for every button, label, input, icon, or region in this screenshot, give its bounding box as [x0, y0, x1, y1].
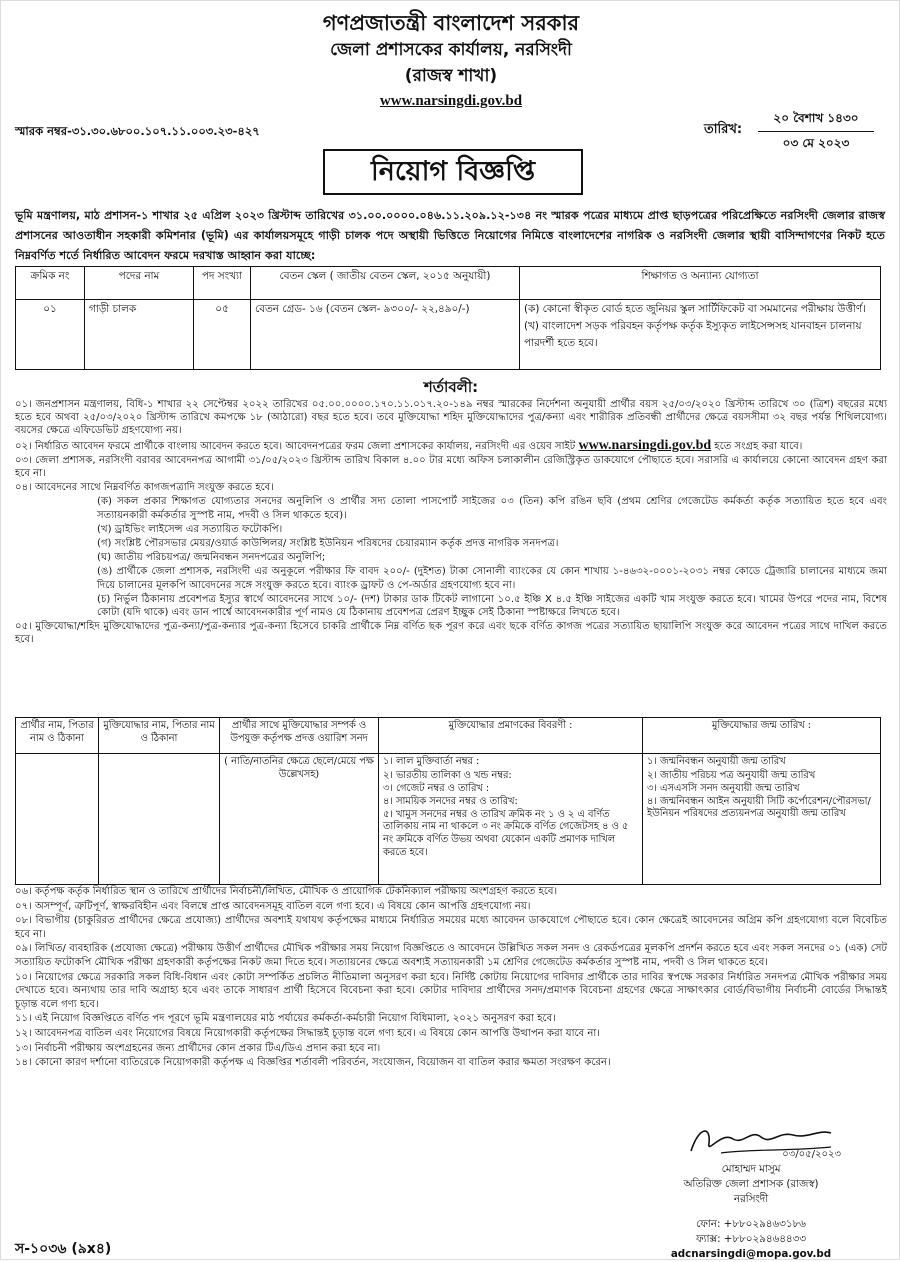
table-row: [16, 300, 881, 370]
condition-5: ০৫। মুক্তিযোদ্ধা/শহিদ মুক্তিযোদ্ধাদের পুত্র-কন্যা/পুত্র-কন্যার পুত্র-কন্যা হিসেবে চাকরি প্রার্থীকে নিম্ন বর্ণিত ছক পূরণ করে এবং ছকে বর্ণিত কাগজ পত্রের সত্যায়িত ছায়ালিপি সংযুক্ত করে আবেদন পত্রের সাথে দাখিল করতে হবে।: [15, 621, 887, 646]
signatory-place: নরসিংদী: [733, 1193, 769, 1205]
dob-item-3: ৩। এসএসসি সনদ অনুযায়ী জন্ম তারিখ: [647, 782, 800, 794]
dob-item-1: ১। জন্মনিবন্ধন অনুযায়ী জন্ম তারিখ: [647, 756, 786, 768]
condition-10: ১০। নিয়োগের ক্ষেত্রে সরকারি সকল বিধি-বিধান এবং কোটা সম্পর্কিত প্রচলিত নীতিমালা অনুসরণ করা হবে। নির্দিষ্ট কোটায় নিয়োগের দাবিদার প্রার্থীকে তার দাবির স্বপক্ষে সরকার নির্ধারিত সনদপত্র মৌখিক পরীক্ষার সময় দেখাতে হবে। অন্যথায় তার দাবি অগ্রাহ্য হবে এবং তাকে সাধারণ প্রার্থী হিসেবে বিবেচনা করা হবে। কোটার দাবিদার প্রার্থীদের সনদ/প্রমাণক বিবেচনা গ্রহণের ক্ষেত্রে সাক্ষাৎকার বোর্ড/বিভাগীয় নির্বাচনী বোর্ডের সিদ্ধান্তই চূড়ান্ত বলে গণ্য হবে।: [15, 971, 887, 1010]
signatory-phone: ফোন: +৮৮০২৯৪৬৩১৮৬: [696, 1218, 806, 1230]
conditions-list-continued: [15, 885, 887, 1071]
post-table-header: [16, 267, 881, 300]
document-f: (চ) নির্ভুল ঠিকানায় প্রবেশপত্র ইস্যুর স্বার্থে আবেদনের সাথে ১০/- (দশ) টাকার ডাক টিকেট লাগানো ১০.৫ ইঞ্চি X ৪.৫ ইঞ্চি সাইজের একটি খাম সংযুক্ত করতে হবে। খামের উপরে পদের নাম, বিশেষ কোটা (যদি থাকে) এবং ডান পার্শ্বে আবেদনকারীর পূর্ণ নামও যে ঠিকানায় প্রবেশপত্র প্রেরণ ইচ্ছুক সেই ঠিকানা স্পষ্টাক্ষরে লিখতে হবে।: [97, 593, 887, 619]
condition-11: ১১। এই নিয়োগ বিজ্ঞপ্তিতে বর্ণিত পদ পূরণে ভূমি মন্ত্রণালয়ের মাঠ পর্যায়ের কর্মকর্তা-কর্মচারী নিয়োগ বিধিমালা, ২০২১ অনুসরণ করা হবে।: [15, 1013, 556, 1025]
notice-title: নিয়োগ বিজ্ঞপ্তি: [323, 149, 583, 195]
ff-cell-proof: [379, 754, 643, 885]
document-d: (ঘ) জাতীয় পরিচয়পত্র/ জন্মনিবন্ধন সনদপত্রের অনুলিপি;: [97, 552, 326, 564]
header-scale: বেতন স্কেল ( জাতীয় বেতন স্কেল, ২০১৫ অনুযায়ী): [251, 267, 520, 300]
signature-block: [641, 1123, 861, 1262]
proof-item-4: ৪। সাময়িক সনদের নম্বর ও তারিখ:: [383, 795, 518, 807]
qualification-b: (খ) বাংলাদেশ সড়ক পরিবহন কর্তৃপক্ষ কর্তৃক ইস্যুকৃত লাইসেন্সসহ যানবাহন চালনায় পারদর্শী হতে হবে।: [524, 320, 862, 349]
proof-item-2: ২। ভারতীয় তালিকা ও খন্ড নম্বর:: [383, 769, 512, 781]
freedom-fighter-table: [15, 717, 881, 885]
ff-cell-relation: ( নাতি/নাতনির ক্ষেত্রে ছেলে/মেয়ে পক্ষ উল্লেখসহ): [220, 754, 379, 885]
ff-cell-fighter: [99, 754, 220, 885]
signatory-name: মোহাম্মদ মাসুম: [721, 1163, 781, 1175]
dob-item-4: ৪। জন্মনিবন্ধন আইন অনুযায়ী সিটি কর্পোরেশন/পৌরসভা/ইউনিয়ন পরিষদের প্রত্যয়নপত্র অনুযায়ী জন্ম তারিখ: [647, 795, 871, 820]
signature-date: ০৩/০৫/২০২৩: [782, 1149, 841, 1160]
government-title: গণপ্রজাতন্ত্রী বাংলাদেশ সরকার: [322, 11, 580, 35]
condition-2-text-end: হতে সংগ্রহ করা যাবে।: [714, 440, 803, 452]
proof-item-5: ৫। খামুস সনদের নম্বর ও তারিখ ক্রমিক নং ১ ও ২ এ বর্ণিত তালিকায় নাম না থাকলে ৩ নং ক্রমিকে বর্ণিত গেজেটসহ ৪ ও ৫ নং ক্রমিকে বর্ণিত উভয় অথবা যেকোন একটি প্রমাণক দাখিল করতে হবে।: [383, 808, 629, 858]
table-row: [16, 754, 881, 885]
header-post: পদের নাম: [85, 267, 194, 300]
condition-1: ০১। জনপ্রশাসন মন্ত্রণালয়, বিধি-১ শাখার ২২ সেপ্টেম্বর ২০২২ তারিখের ০৫.০০.০০০০.১৭০.১১.০১৭.২০-১৪৯ নম্বর স্মারকের নির্দেশনা অনুযায়ী প্রার্থীর বয়স ২৫/০৩/২০২০ খ্রিস্টাব্দ তারিখে ৩০ (ত্রিশ) বছরের মধ্যে হতে হবে অথবা ২৫/০৩/২০২০ খ্রিস্টাব্দ তারিখে কমপক্ষে ১৮ (আঠারো) বছর হতে হবে। তবে মুক্তিযোদ্ধা শহিদ মুক্তিযোদ্ধাদের পুত্র/কন্যা এবং শারীরিক প্রতিবন্ধী প্রার্থীদের ক্ষেত্রে বয়সসীমা ৩২ বছর পর্যন্ত শিথিলযোগ্য। বয়সের ক্ষেত্রে এফিডেভিট গ্রহণযোগ্য নয়।: [15, 399, 887, 437]
document-b: (খ) ড্রাইভিং লাইসেন্স এর সত্যায়িত ফটোকপি।: [97, 523, 283, 535]
signatory-email[interactable]: adcnarsingdi@mopa.gov.bd: [670, 1248, 832, 1260]
proof-item-1: ১। লাল মুক্তিবার্তা নম্বর :: [383, 756, 480, 768]
ff-header-applicant: প্রার্থীর নাম, পিতার নাম ও ঠিকানা: [16, 718, 99, 754]
date-english: ০৩ মে ২০২৩: [782, 136, 850, 150]
memo-number: স্মারক নম্বর-৩১.৩০.৬৮০০.১০৭.১১.০০৩.২৩-৪২৭: [15, 124, 260, 138]
cell-scale: বেতন গ্রেড- ১৬ (বেতন স্কেল- ৯৩০০/- ২২,৪৯০/-): [251, 300, 520, 370]
document-e: (ঙ) প্রার্থীকে জেলা প্রশাসক, নরসিংদী এর অনুকূলে পরীক্ষার ফি বাবদ ২০০/- (দুইশত) টাকা সোনালী ব্যাংকের যে কোন শাখায় ১-৪৬৩২-০০০১-২০৩১ নম্বর কোডে ট্রেজারি চালানের মাধ্যমে জমা দিয়ে চালানের মূলকপি আবেদনের সঙ্গে সংযুক্ত করতে হবে। ব্যাংক ড্রাফট ও পে-অর্ডার গ্রহণযোগ্য হবে না।: [97, 566, 887, 591]
cell-post: গাড়ী চালক: [85, 300, 194, 370]
proof-item-3: ৩। গেজেট নম্বর ও তারিখ :: [383, 782, 490, 794]
ff-header-dob: মুক্তিযোদ্ধার জন্ম তারিখ :: [643, 718, 881, 754]
condition-2-website-link[interactable]: www.narsingdi.gov.bd: [578, 437, 712, 453]
condition-2: [15, 439, 887, 453]
conditions-list: [15, 398, 887, 648]
dob-item-2: ২। জাতীয় পরিচয় পত্র অনুযায়ী জন্ম তারিখ: [647, 769, 816, 781]
ff-table-header: [16, 718, 881, 754]
ff-header-relation: প্রার্থীর সাথে মুক্তিযোদ্ধার সম্পর্ক ও উপযুক্ত কর্তৃপক্ষ প্রদত্ত ওয়ারিশ সনদ: [220, 718, 379, 754]
date-bangla: ২০ বৈশাখ ১৪৩০: [773, 111, 859, 125]
cell-qualification: [520, 300, 881, 370]
condition-3: ০৩। জেলা প্রশাসক, নরসিংদী বরাবর আবেদনপত্র আগামী ৩১/০৫/২০২৩ খ্রিস্টাব্দ তারিখ বিকাল ৪.০০ টার মধ্যে অফিস চলাকালীন রেজিস্ট্রিকৃত ডাকযোগে পৌছাতে হবে। সরাসরি এ কার্যালয়ে কোনো আবেদন গ্রহণ করা হবে না।: [15, 454, 887, 480]
condition-13: ১৩। নির্বাচনী পরীক্ষায় অংশগ্রহনের জন্য প্রার্থীদের কোন প্রকার টিএ/ডিএ প্রদান করা হবে না।: [15, 1042, 381, 1054]
footer-code: স-১০৩৬ (৯x৪): [15, 1241, 112, 1257]
date-block: [756, 109, 876, 156]
document-a: (ক) সকল প্রকার শিক্ষাগত যোগ্যতার সনদের অনুলিপি ও প্রার্থীর সদ্য তোলা পাসপোর্ট সাইজের ০৩ (তিন) কপি রঙিন ছবি (প্রথম শ্রেণির গেজেটেড কর্মকর্তা কর্তৃক সত্যায়িত হতে হবে এবং সত্যায়নকারী কর্মকর্তার সুস্পষ্ট নাম, পদবী ও সিল থাকতে হবে)।: [97, 496, 887, 521]
cell-serial: ০১: [16, 300, 85, 370]
condition-6: ০৬। কর্তৃপক্ষ কর্তৃক নির্ধারিত স্থান ও তারিখে প্রার্থীদের নির্বাচনী/লিখিত, মৌখিক ও প্রায়োগিক টেকনিক্যাল পরীক্ষায় অংশগ্রহণ করতে হবে।: [15, 886, 558, 897]
website-link[interactable]: www.narsingdi.gov.bd: [379, 93, 523, 109]
condition-2-text: ০২। নির্ধারিত আবেদন ফরমে প্রার্থীকে বাংলায় আবেদন করতে হবে। আবেদনপত্রের ফরম জেলা প্রশাসকের কার্যালয়, নরসিংদী এর ওয়েব সাইট: [15, 440, 576, 452]
condition-12: ১২। আবেদনপত্র বাতিল এবং নিয়োগের বিষয়ে নিয়োগকারী কর্তৃপক্ষের সিদ্ধান্তই চূড়ান্ত বলে গণ্য হবে। এ বিষয়ে কোন আপত্তি উত্থাপন করা যাবে না।: [15, 1027, 600, 1039]
condition-14: ১৪। কোনো কারণ দর্শানো ব্যতিরেকে নিয়োগকারী কর্তৃপক্ষ এ বিজ্ঞপ্তির শর্তাবলী পরিবর্তন, সংযোজন, বিয়োজন বা বাতিল করার ক্ষমতা সংরক্ষণ করেন।: [15, 1057, 611, 1069]
conditions-heading: শর্তাবলী:: [423, 378, 479, 396]
ff-header-fighter: মুক্তিযোদ্ধার নাম, পিতার নাম ও ঠিকানা: [99, 718, 220, 754]
qualification-a: (ক) কোনো স্বীকৃত বোর্ড হতে জুনিয়র স্কুল সার্টিফিকেট বা সমমানের পরীক্ষায় উত্তীর্ণ।: [524, 303, 866, 315]
document-c: (গ) সংশ্লিষ্ট পৌরসভার মেয়র/ওয়ার্ড কাউন্সিলর/ সংশ্লিষ্ট ইউনিয়ন পরিষদের চেয়ারম্যান কর্তৃক প্রদত্ত নাগরিক সনদপত্র।: [97, 538, 559, 550]
condition-8: ০৮। বিভাগীয় (চাকুরিরত প্রার্থীদের ক্ষেত্রে প্রযোজ্য) প্রার্থীদের অবশ্যই যথাযথ কর্তৃপক্ষের মাধ্যমে নির্ধারিত সময়ের মধ্যে আবেদন ডাকযোগে পৌছাতে হবে। কোন ক্ষেত্রেই আবেদনের অগ্রিম কপি গ্রহণযোগ্য বলে বিবেচিত হবে না।: [15, 915, 887, 940]
ff-header-proof: মুক্তিযোদ্ধার প্রমাণকের বিবরণী :: [379, 718, 643, 754]
header-serial: ক্রমিক নং: [16, 267, 85, 300]
ff-cell-applicant: [16, 754, 99, 885]
condition-7: ০৭। অসম্পূর্ণ, ত্রুটিপূর্ণ, স্বাক্ষরবিহীন এবং বিলম্বে প্রাপ্ত আবেদনসমূহ বাতিল বলে গণ্য হবে। এ বিষয়ে কোন আপত্তি গ্রহণযোগ্য নয়।: [15, 900, 531, 912]
condition-4: ০৪। আবেদনের সাথে নিম্নবর্ণিত কাগজপত্রাদি সংযুক্ত করতে হবে।: [15, 482, 274, 494]
section-title: (রাজস্ব শাখা): [404, 66, 498, 86]
intro-paragraph: ভূমি মন্ত্রণালয়, মাঠ প্রশাসন-১ শাখার ২৫ এপ্রিল ২০২৩ খ্রিস্টাব্দ তারিখের ৩১.০০.০০০০.০৪৬.১১.২০৯.১২-১৩৪ নং স্মারক পত্রের মাধ্যমে প্রাপ্ত ছাড়পত্রের পরিপ্রেক্ষিতে নরসিংদী জেলার রাজস্ব প্রশাসনের আওতাধীন সহকারী কমিশনার (ভূমি) এর কার্যালয়সমূহে গাড়ী চালক পদে অস্থায়ী ভিত্তিতে নিয়োগের নিমিত্তে বাংলাদেশের নাগরিক ও নরসিংদী জেলার স্থায়ী বাসিন্দাগণের নিকট হতে নিম্নবর্ণিত শর্তে নির্ধারিত আবেদন ফরমে দরখাস্ত আহ্বান করা যাচ্ছে:: [15, 209, 885, 262]
signatory-designation: অতিরিক্ত জেলা প্রশাসক (রাজস্ব): [683, 1178, 819, 1190]
ff-cell-dob: [643, 754, 881, 885]
office-title: জেলা প্রশাসকের কার্যালয়, নরসিংদী: [330, 40, 572, 60]
post-table: [15, 266, 881, 370]
header-count: পদ সংখ্যা: [194, 267, 251, 300]
signatory-fax: ফ্যাক্স: +৮৮০২৯৪৬৪৪৩৩: [696, 1233, 806, 1245]
date-label: তারিখ:: [704, 122, 743, 137]
condition-9: ০৯। লিখিত/ ব্যবহারিক (প্রযোজ্য ক্ষেত্রে) পরীক্ষায় উত্তীর্ণ প্রার্থীদের মৌখিক পরীক্ষার সময় নিয়োগ বিজ্ঞপ্তিতে ও আবেদনে উল্লিখিত সকল সনদ ও রেকর্ডপত্রের মূলকপি প্রদর্শন করতে হবে এবং সকল সনদের ০১ (এক) সেট সত্যায়িত ফটোকপি মৌখিক পরীক্ষা গ্রহণকারী কর্তৃপক্ষের নিকট জমা দিতে হবে। সত্যায়নের ক্ষেত্রে অবশ্যই সত্যায়নকারী ১ম শ্রেণির গেজেটেড কর্মকর্তার সুস্পষ্ট নাম, পদবী ও সিল থাকতে হবে।: [15, 943, 887, 968]
cell-count: ০৫: [194, 300, 251, 370]
header-qualification: শিক্ষাগত ও অন্যান্য যোগ্যতা: [520, 267, 881, 300]
